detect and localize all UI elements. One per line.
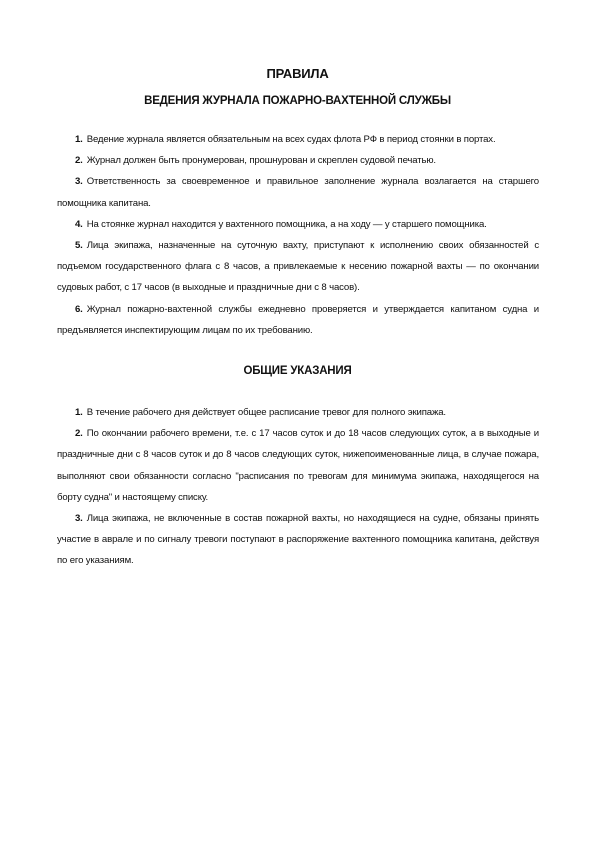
rule-item (57, 299, 539, 341)
document-subtitle: ВЕДЕНИЯ ЖУРНАЛА ПОЖАРНО-ВАХТЕННОЙ СЛУЖБЫ (144, 95, 451, 107)
rule-number: 1. (75, 134, 83, 145)
rule-number: 4. (75, 218, 83, 230)
rule-text: Журнал должен быть пронумерован, прошнурован и скреплен судовой печатью. (86, 155, 436, 167)
rule-item (57, 150, 539, 171)
rules-list (57, 129, 539, 341)
rule-item (57, 171, 539, 213)
instruction-text: По окончании рабочего времени, т.е. с 17 часов суток и до 18 часов следующих суток, а в выходные и праздничные дни с 8 часов суток и до 8 часов следующих суток, нижепоименованные лица, в случае пожара, выполняют свои обязанности согласно "расписания по тревогам для минимума экипажа, находящегося на борту судна" и настоящему списку. (57, 428, 539, 503)
rule-item (57, 214, 539, 235)
rule-item (57, 235, 539, 299)
general-instructions-title: ОБЩИЕ УКАЗАНИЯ (243, 365, 352, 377)
instruction-number: 3. (75, 513, 83, 525)
rule-text: Ответственность за своевременное и правильное заполнение журнала возлагается на старшего помощника капитана. (57, 176, 539, 209)
rule-number: 3. (75, 176, 83, 188)
instruction-number: 1. (75, 407, 83, 418)
instruction-number: 2. (75, 428, 83, 440)
general-instructions-list (57, 402, 539, 572)
instruction-text: В течение рабочего дня действует общее расписание тревог для полного экипажа. (86, 407, 446, 418)
rule-number: 6. (75, 303, 83, 315)
rule-text: Журнал пожарно-вахтенной службы ежедневно проверяется и утверждается капитаном судна и предъявляется инспектирующим лицам по их требованию. (57, 303, 539, 336)
rule-item (57, 129, 539, 150)
rule-text: Ведение журнала является обязательным на всех судах флота РФ в период стоянки в портах. (86, 134, 496, 145)
document-title: ПРАВИЛА (266, 66, 329, 81)
rule-text: Лица экипажа, назначенные на суточную вахту, приступают к исполнению своих обязанностей с подъемом государственного флага с 8 часов, а привлекаемые к несению пожарной вахты — по окончании судовых работ, с 17 часов (в выходные и праздничные дни с 8 часов). (57, 240, 539, 294)
rule-number: 2. (75, 155, 83, 167)
instruction-item (57, 508, 539, 572)
rule-number: 5. (75, 240, 83, 252)
instruction-item (57, 402, 539, 423)
rule-text: На стоянке журнал находится у вахтенного помощника, а на ходу — у старшего помощника. (86, 218, 487, 230)
instruction-item (57, 423, 539, 508)
instruction-text: Лица экипажа, не включенные в состав пожарной вахты, но находящиеся на судне, обязаны принять участие в аврале и по сигналу тревоги поступают в распоряжение вахтенного помощника капитана, действуя по его указаниям. (57, 513, 539, 567)
